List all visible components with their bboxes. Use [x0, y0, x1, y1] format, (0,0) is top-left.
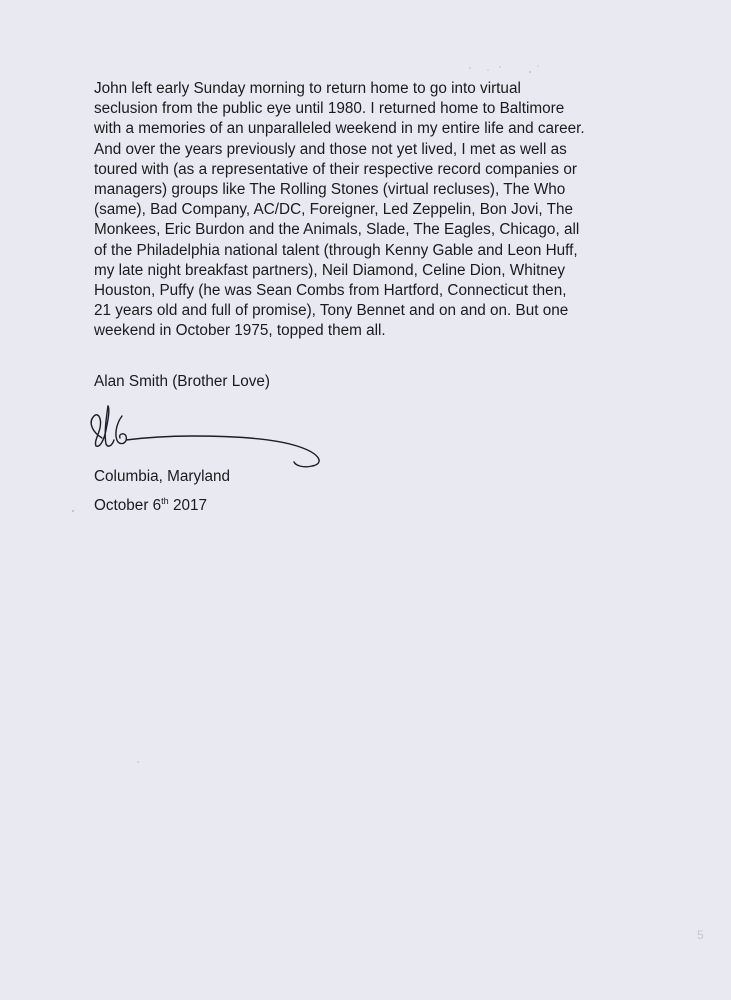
paragraph-line: of the Philadelphia national talent (through Kenny Gable and Leon Huff, — [94, 241, 578, 259]
paragraph-line: 21 years old and full of promise), Tony Bennet and on and on. But one — [94, 302, 569, 320]
page-number: 5 — [697, 928, 704, 942]
paragraph-line: managers) groups like The Rolling Stones (virtual recluses), The Who — [94, 181, 566, 199]
paragraph-line: (same), Bad Company, AC/DC, Foreigner, Led Zeppelin, Bon Jovi, The — [94, 201, 573, 219]
date-year: 2017 — [172, 497, 207, 514]
paragraph-line: toured with (as a representative of their respective record companies or — [94, 160, 577, 178]
letter-date — [94, 497, 207, 515]
paragraph-line: my late night breakfast partners), Neil Diamond, Celine Dion, Whitney — [94, 261, 566, 279]
date-ordinal-suffix: th — [161, 496, 169, 506]
paragraph-line: weekend in October 1975, topped them all. — [94, 322, 386, 340]
location: Columbia, Maryland — [94, 468, 231, 485]
paragraph-line: And over the years previously and those not yet lived, I met as well as — [94, 140, 567, 158]
paragraph-line: John left early Sunday morning to return home to go into virtual — [94, 80, 521, 97]
paragraph-line: Houston, Puffy (he was Sean Combs from Hartford, Connecticut then, — [94, 282, 567, 300]
signer-name: Alan Smith (Brother Love) — [94, 373, 270, 390]
paragraph-line: seclusion from the public eye until 1980. I returned home to Baltimore — [94, 100, 565, 118]
paragraph-line: Monkees, Eric Burdon and the Animals, Slade, The Eagles, Chicago, all — [94, 221, 580, 239]
paragraph-line: with a memories of an unparalleled weekend in my entire life and career. — [94, 120, 585, 138]
date-month-day: October 6 — [94, 497, 162, 514]
letter-paragraph — [94, 79, 704, 342]
